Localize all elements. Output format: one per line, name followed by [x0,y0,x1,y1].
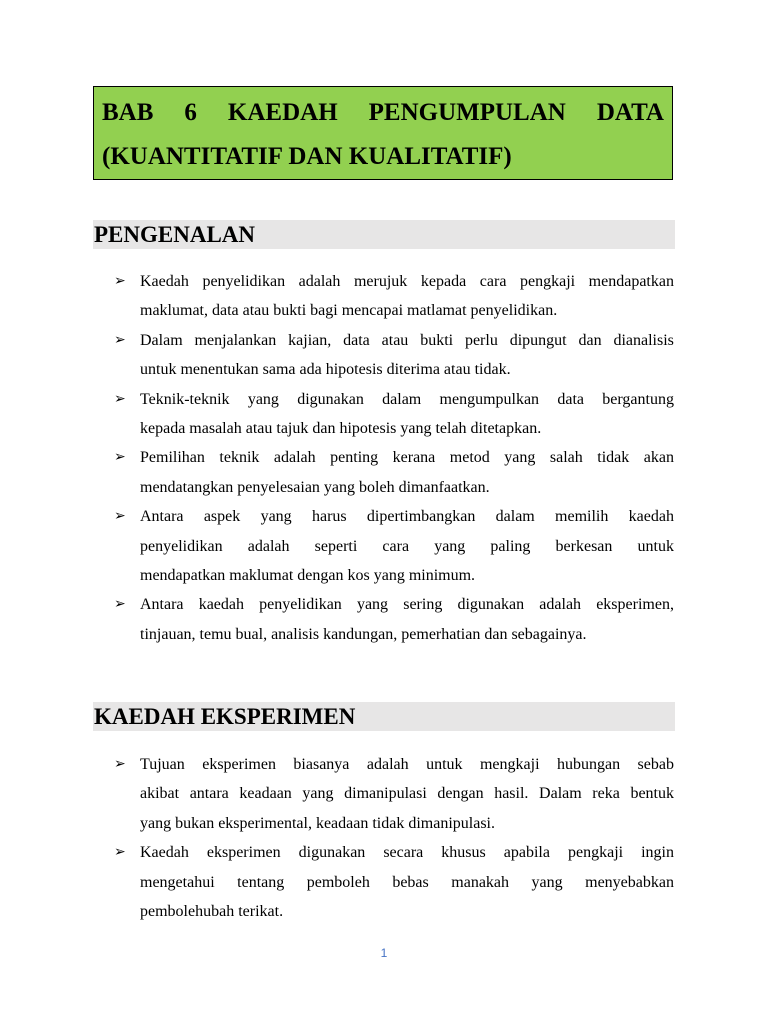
text-line [140,502,674,531]
word: kaedah [628,508,674,526]
word: menyebabkan [585,873,674,891]
word: kajian, [288,331,332,349]
word: dalam [382,390,422,408]
word: yang [504,449,536,467]
word: untuk [637,537,674,555]
word: penyelidikan [140,537,223,555]
chapter-title-box [93,86,673,180]
word: dalam [495,508,535,526]
word: seperti [314,537,358,555]
word: menjalankan [194,331,277,349]
word: sering [403,596,443,614]
list-item [114,385,674,444]
word: mengumpulkan [439,390,540,408]
word: aspek [203,508,241,526]
word: dipertimbangkan [366,508,476,526]
word: eksperimen, [596,596,674,614]
word: manakah [451,873,510,891]
word: biasanya [293,756,350,773]
text-line [140,443,674,472]
word: digunakan [457,596,525,614]
text-line: tinjauan, temu bual, analisis kandungan, pemerhatian dan sebagainya. [140,625,587,643]
section-heading-kaedah-eksperimen: KAEDAH EKSPERIMEN [93,702,675,731]
word: penyelidikan [202,273,286,290]
arrowhead-bullet-icon: ➢ [114,273,126,289]
word: digunakan [297,390,364,408]
text-line: pembolehubah terikat. [140,903,284,921]
word: Kaedah [140,844,189,862]
word: tidak [597,449,630,467]
word: dengan [437,785,484,803]
arrowhead-bullet-icon: ➢ [114,390,126,407]
word: mengkaji [479,756,540,773]
word: perlu [464,331,498,349]
word: dan [578,331,602,349]
arrowhead-bullet-icon: ➢ [114,844,126,861]
word: eksperimen [202,756,276,773]
word: metod [449,449,490,467]
list-item [114,750,674,838]
page-number: 1 [380,946,388,960]
text-line [140,267,674,296]
word: adalah [366,756,409,773]
chapter-title-line-1 [102,91,664,135]
word: bukti [420,331,454,349]
chapter-title-line-2: (KUANTITATIF DAN KUALITATIF) [102,143,512,170]
word: yang [247,390,279,408]
word: akibat [140,785,180,803]
title-word: DATA [596,99,664,126]
word: sebab [637,756,674,773]
list-item [114,443,674,502]
word: bentuk [630,785,674,803]
word: mengetahui [140,873,215,891]
word: data [343,331,370,349]
word: Kaedah [140,273,189,290]
word: yang [531,873,563,891]
word: yang [434,537,466,555]
arrowhead-bullet-icon: ➢ [114,596,126,613]
word: Antara [140,596,184,614]
word: hubungan [556,756,621,773]
word: Teknik-teknik [140,390,230,408]
word: pengkaji [520,273,576,290]
arrowhead-bullet-icon: ➢ [114,756,126,772]
word: secara [383,844,424,862]
word: adalah [539,596,582,614]
list-item [114,267,674,326]
word: penyelidikan [259,596,342,614]
word: keadaan [239,785,292,803]
kaedah-eksperimen-bullet-list [114,750,674,926]
word: akan [643,449,674,467]
word: kepada [420,273,467,290]
word: Dalam [539,785,582,803]
word: atau [381,331,409,349]
text-line: kepada masalah atau tajuk dan hipotesis yang telah ditetapkan. [140,420,542,438]
pengenalan-bullet-list [114,267,674,649]
word: Antara [140,508,184,526]
word: pemboleh [306,873,370,891]
word: kaedah [198,596,244,614]
title-word: BAB [102,99,154,126]
word: hasil. [494,785,529,803]
word: bebas [392,873,429,891]
word: bergantung [602,390,674,408]
word: Dalam [140,331,183,349]
title-word: 6 [184,99,197,126]
arrowhead-bullet-icon: ➢ [114,508,126,525]
word: Pemilihan [140,449,205,467]
word: kerana [392,449,436,467]
word: cara [382,537,410,555]
text-line: mendapatkan maklumat dengan kos yang minimum. [140,567,476,585]
text-line [140,326,674,355]
text-line: yang bukan eksperimental, keadaan tidak dimanipulasi. [140,814,495,832]
word: merujuk [353,273,408,290]
word: dimanipulasi [344,785,427,803]
text-line [140,868,674,897]
list-item [114,326,674,385]
word: adalah [247,537,290,555]
word: cara [479,273,507,290]
text-line [140,838,674,867]
text-line: untuk menentukan sama ada hipotesis diterima atau tidak. [140,361,511,379]
word: ingin [641,844,674,862]
word: paling [490,537,531,555]
text-line [140,779,674,808]
word: dipungut [509,331,567,349]
text-line [140,750,674,779]
section-heading-pengenalan: PENGENALAN [93,220,675,249]
word: reka [592,785,620,803]
word: harus [311,508,347,526]
word: memilih [555,508,609,526]
arrowhead-bullet-icon: ➢ [114,331,126,348]
list-item [114,838,674,926]
word: khusus [441,844,486,862]
word: salah [549,449,583,467]
word: adalah [298,273,341,290]
word: teknik [219,449,260,467]
list-item [114,590,674,649]
word: antara [189,785,229,803]
word: penting [330,449,379,467]
word: eksperimen [206,844,281,862]
text-line [140,532,674,561]
word: berkesan [555,537,613,555]
word: data [557,390,584,408]
word: yang [302,785,334,803]
text-line: mendatangkan penyelesaian yang boleh dimanfaatkan. [140,478,490,496]
word: digunakan [298,844,366,862]
word: yang [260,508,292,526]
word: tentang [237,873,285,891]
word: pengkaji [567,844,624,862]
title-word: PENGUMPULAN [368,99,566,126]
word: Tujuan [140,756,185,773]
word: dianalisis [613,331,674,349]
text-line [140,590,674,619]
word: yang [356,596,389,614]
word: mendapatkan [588,273,674,290]
arrowhead-bullet-icon: ➢ [114,449,126,466]
text-line: maklumat, data atau bukti bagi mencapai matlamat penyelidikan. [140,302,558,320]
word: apabila [503,844,550,862]
text-line [140,385,674,414]
word: adalah [273,449,316,467]
list-item [114,502,674,590]
word: untuk [426,756,463,773]
title-word: KAEDAH [227,99,338,126]
